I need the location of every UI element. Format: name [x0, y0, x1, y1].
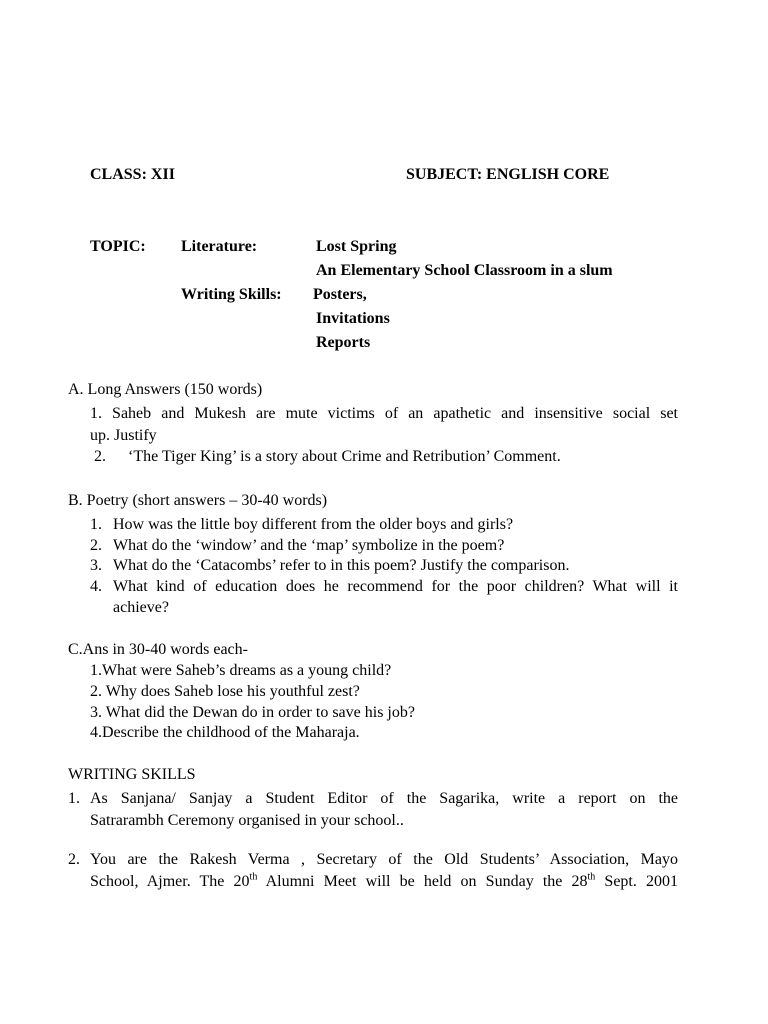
section-a-question-cont: up. Justify: [90, 427, 157, 444]
writing-skills-label: Writing Skills:: [181, 286, 282, 303]
section-b-heading: B. Poetry (short answers – 30-40 words): [68, 492, 328, 509]
literature-label: Literature:: [181, 238, 258, 255]
section-a-question-num: 2.: [94, 448, 106, 465]
writing-item: Reports: [316, 334, 371, 351]
list-item-num: 2.: [90, 537, 102, 554]
list-item: 4.Describe the childhood of the Maharaja.: [90, 724, 360, 741]
list-item-cont: achieve?: [113, 599, 169, 616]
writing-question: You are the Rakesh Verma , Secretary of the Old Students’ Association, Mayo: [90, 851, 678, 868]
writing-question-cont: [90, 873, 678, 891]
text-span: Sept. 2001: [595, 873, 679, 890]
list-item: 3. What did the Dewan do in order to save his job?: [90, 704, 415, 721]
writing-item: Posters,: [313, 286, 367, 303]
literature-item: Lost Spring: [316, 238, 397, 255]
list-item: 2. Why does Saheb lose his youthful zest?: [90, 683, 360, 700]
literature-item: An Elementary School Classroom in a slum: [316, 262, 613, 279]
list-item-num: 1.: [68, 790, 80, 807]
list-item: What kind of education does he recommend for the poor children? What will it: [113, 578, 678, 595]
text-span: School, Ajmer. The 20: [90, 873, 250, 890]
list-item: What do the ‘window’ and the ‘map’ symbolize in the poem?: [113, 537, 505, 554]
topic-label: TOPIC:: [90, 238, 146, 255]
list-item-num: 3.: [90, 557, 102, 574]
section-a-question: 1. Saheb and Mukesh are mute victims of an apathetic and insensitive social set: [90, 405, 678, 422]
section-a-question: ‘The Tiger King’ is a story about Crime and Retribution’ Comment.: [128, 448, 561, 465]
writing-skills-heading: WRITING SKILLS: [68, 766, 196, 783]
writing-question-cont: Satrarambh Ceremony organised in your school..: [90, 812, 404, 829]
section-a-heading: A. Long Answers (150 words): [68, 381, 263, 398]
list-item-num: 4.: [90, 578, 102, 595]
ordinal-superscript: th: [587, 871, 596, 883]
list-item: How was the little boy different from the older boys and girls?: [113, 516, 514, 533]
list-item-num: 1.: [90, 516, 102, 533]
subject-label: SUBJECT: ENGLISH CORE: [406, 166, 610, 183]
writing-question: As Sanjana/ Sanjay a Student Editor of the Sagarika, write a report on the: [90, 790, 678, 807]
class-label: CLASS: XII: [90, 166, 175, 183]
writing-item: Invitations: [316, 310, 390, 327]
list-item: 1.What were Saheb’s dreams as a young child?: [90, 662, 392, 679]
text-span: Alumni Meet will be held on Sunday the 28: [257, 873, 588, 890]
ordinal-superscript: th: [249, 871, 258, 883]
list-item-num: 2.: [68, 851, 80, 868]
section-c-heading: C.Ans in 30-40 words each-: [68, 641, 248, 658]
list-item: What do the ‘Catacombs’ refer to in this poem? Justify the comparison.: [113, 557, 570, 574]
